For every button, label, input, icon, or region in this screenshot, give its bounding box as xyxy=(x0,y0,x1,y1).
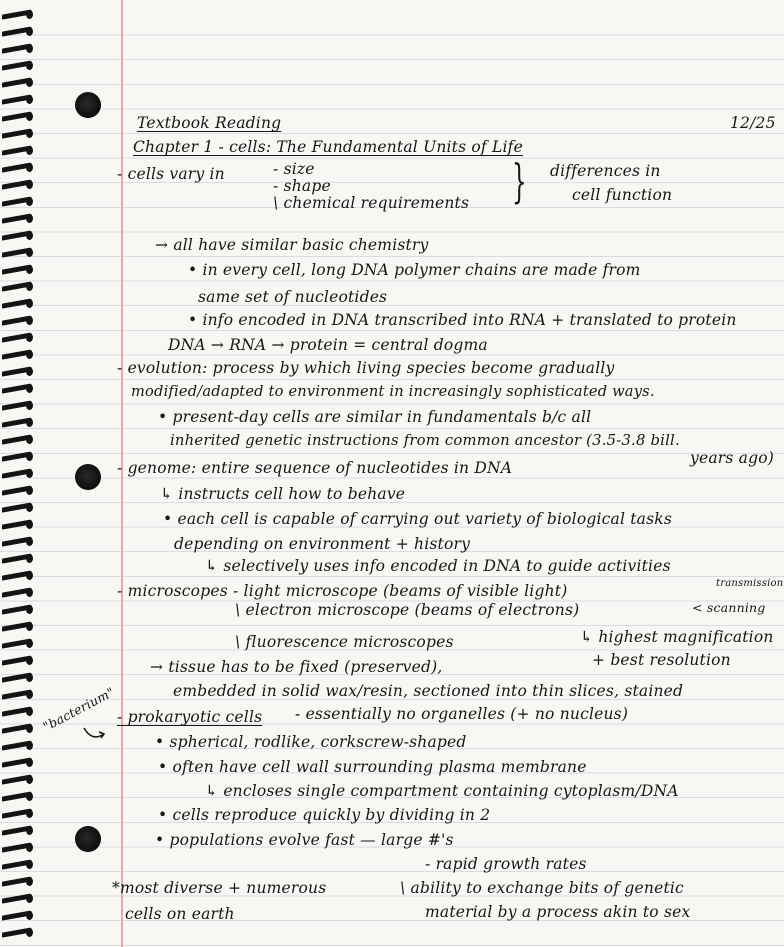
spiral-ring xyxy=(2,603,34,616)
note-line: • each cell is capable of carrying out variety of biological tasks xyxy=(163,510,673,528)
note-line: • in every cell, long DNA polymer chains are made from xyxy=(188,261,641,279)
spiral-ring xyxy=(2,110,34,123)
note-line: years ago) xyxy=(690,449,775,467)
spiral-ring xyxy=(2,824,34,837)
note-line: ↳ highest magnification xyxy=(580,628,774,646)
note-line: - cells vary in xyxy=(117,165,225,183)
spiral-ring xyxy=(2,416,34,429)
note-line: < scanning xyxy=(692,600,766,615)
note-line: ↳ selectively uses info encoded in DNA to guide activities xyxy=(205,557,671,575)
note-line: modified/adapted to environment in increasingly sophisticated ways. xyxy=(131,383,655,400)
note-line: depending on environment + history xyxy=(174,535,471,553)
spiral-ring xyxy=(2,399,34,412)
note-line: DNA → RNA → protein = central dogma xyxy=(168,336,488,354)
page-heading: Textbook Reading xyxy=(137,114,282,132)
spiral-ring xyxy=(2,212,34,225)
spiral-ring xyxy=(2,348,34,361)
note-line: material by a process akin to sex xyxy=(425,903,691,921)
note-line: \ electron microscope (beams of electrons) xyxy=(235,601,580,619)
note-line: - microscopes - light microscope (beams of visible light) xyxy=(117,582,568,600)
note-line: - rapid growth rates xyxy=(425,855,587,873)
spiral-ring xyxy=(2,365,34,378)
spiral-ring xyxy=(2,484,34,497)
spiral-ring xyxy=(2,25,34,38)
note-line: - evolution: process by which living species become gradually xyxy=(117,359,615,377)
spiral-ring xyxy=(2,314,34,327)
spiral-ring xyxy=(2,501,34,514)
margin-note: "bacterium" xyxy=(40,684,117,735)
note-line: cell function xyxy=(572,186,673,204)
punch-hole xyxy=(75,826,101,852)
spiral-ring xyxy=(2,807,34,820)
spiral-ring xyxy=(2,93,34,106)
spiral-ring xyxy=(2,909,34,922)
note-line: ↳ instructs cell how to behave xyxy=(160,485,406,503)
note-line: • populations evolve fast — large #'s xyxy=(155,831,454,849)
spiral-ring xyxy=(2,773,34,786)
punch-hole xyxy=(75,464,101,490)
spiral-ring xyxy=(2,875,34,888)
spiral-ring xyxy=(2,892,34,905)
note-line: • often have cell wall surrounding plasma membrane xyxy=(158,758,587,776)
note-line: • cells reproduce quickly by dividing in 2 xyxy=(158,806,491,824)
spiral-ring xyxy=(2,161,34,174)
note-line: transmission xyxy=(716,578,784,589)
note-line: *most diverse + numerous xyxy=(112,879,327,897)
spiral-ring xyxy=(2,450,34,463)
spiral-ring xyxy=(2,76,34,89)
note-line: - genome: entire sequence of nucleotides in DNA xyxy=(117,459,513,477)
curved-arrow-icon xyxy=(82,724,108,744)
spiral-ring xyxy=(2,195,34,208)
note-line: - size xyxy=(273,160,315,178)
note-line: • info encoded in DNA transcribed into RNA + translated to protein xyxy=(188,311,737,329)
note-line: \ fluorescence microscopes xyxy=(235,633,454,651)
note-line: • present-day cells are similar in fundamentals b/c all xyxy=(158,408,592,426)
spiral-ring xyxy=(2,331,34,344)
spiral-ring xyxy=(2,467,34,480)
brace-icon: } xyxy=(512,154,527,208)
spiral-ring xyxy=(2,144,34,157)
spiral-ring xyxy=(2,297,34,310)
spiral-ring xyxy=(2,637,34,650)
note-line: same set of nucleotides xyxy=(198,288,388,306)
spiral-ring xyxy=(2,926,34,939)
note-line: • spherical, rodlike, corkscrew-shaped xyxy=(155,733,467,751)
note-line: cells on earth xyxy=(125,905,235,923)
spiral-ring xyxy=(2,790,34,803)
spiral-ring xyxy=(2,586,34,599)
spiral-binding xyxy=(0,0,40,947)
spiral-ring xyxy=(2,42,34,55)
spiral-ring xyxy=(2,654,34,667)
chapter-title: Chapter 1 - cells: The Fundamental Units of Life xyxy=(133,138,523,156)
note-line: inherited genetic instructions from common ancestor (3.5-3.8 bill. xyxy=(170,432,680,449)
spiral-ring xyxy=(2,569,34,582)
note-line: \ ability to exchange bits of genetic xyxy=(400,879,684,897)
note-line: - prokaryotic cells xyxy=(117,708,263,726)
spiral-ring xyxy=(2,8,34,21)
spiral-ring xyxy=(2,858,34,871)
spiral-ring xyxy=(2,739,34,752)
spiral-ring xyxy=(2,229,34,242)
spiral-ring xyxy=(2,280,34,293)
spiral-ring xyxy=(2,620,34,633)
spiral-ring xyxy=(2,756,34,769)
note-line: differences in xyxy=(550,162,661,180)
note-line: ↳ encloses single compartment containing cytoplasm/DNA xyxy=(205,782,679,800)
punch-hole xyxy=(75,92,101,118)
page-date: 12/25 xyxy=(730,114,776,132)
note-line: - essentially no organelles (+ no nucleus) xyxy=(295,705,629,723)
note-line: embedded in solid wax/resin, sectioned into thin slices, stained xyxy=(173,682,684,700)
note-line: \ chemical requirements xyxy=(273,194,470,212)
spiral-ring xyxy=(2,535,34,548)
spiral-ring xyxy=(2,263,34,276)
spiral-ring xyxy=(2,518,34,531)
spiral-ring xyxy=(2,552,34,565)
note-line: → all have similar basic chemistry xyxy=(155,236,429,254)
spiral-ring xyxy=(2,705,34,718)
spiral-ring xyxy=(2,59,34,72)
note-line: + best resolution xyxy=(592,651,731,669)
note-line: → tissue has to be fixed (preserved), xyxy=(150,658,443,676)
spiral-ring xyxy=(2,382,34,395)
note-line: - shape xyxy=(273,177,331,195)
spiral-ring xyxy=(2,722,34,735)
spiral-ring xyxy=(2,178,34,191)
spiral-ring xyxy=(2,127,34,140)
spiral-ring xyxy=(2,841,34,854)
spiral-ring xyxy=(2,671,34,684)
spiral-ring xyxy=(2,433,34,446)
spiral-ring xyxy=(2,246,34,259)
spiral-ring xyxy=(2,688,34,701)
